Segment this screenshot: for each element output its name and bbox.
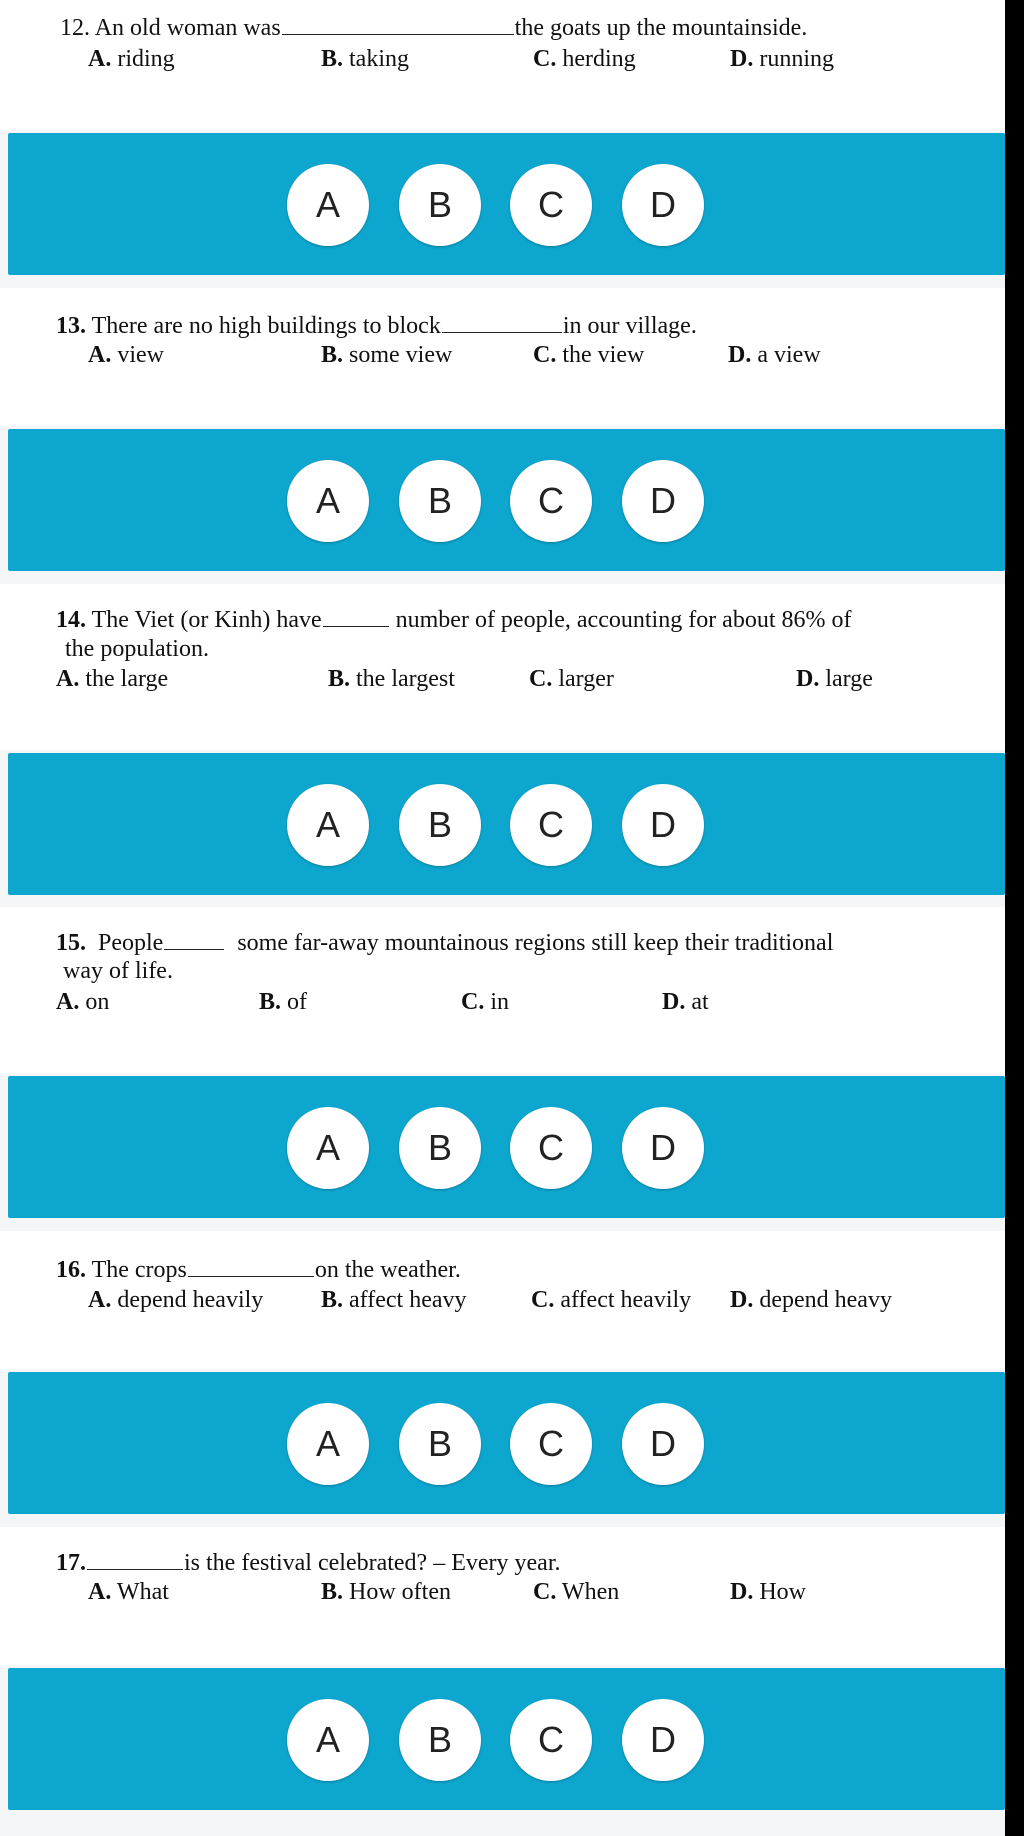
- option-b: B. of: [259, 989, 308, 1015]
- answer-a-button[interactable]: A: [287, 1699, 369, 1781]
- question-number: 16.: [56, 1257, 86, 1283]
- question-text-part: People: [98, 930, 164, 956]
- answer-c-button[interactable]: C: [510, 1107, 592, 1189]
- question-card: [0, 1231, 1005, 1369]
- question-number: 12.: [60, 15, 90, 41]
- answer-c-button[interactable]: C: [510, 164, 592, 246]
- option-a: A. on: [56, 989, 110, 1015]
- option-b: B. How often: [321, 1579, 451, 1605]
- question-text-part: An old woman was: [94, 15, 281, 41]
- option-d: D. large: [796, 666, 873, 692]
- option-c: C. herding: [533, 46, 636, 72]
- question-text: [56, 1547, 561, 1578]
- option-c: C. larger: [529, 666, 614, 692]
- answer-d-button[interactable]: D: [622, 1107, 704, 1189]
- answer-blank: [442, 310, 562, 333]
- option-a: A. riding: [88, 46, 175, 72]
- option-b: B. taking: [321, 46, 410, 72]
- question-text-part: the goats up the mountainside.: [514, 15, 808, 41]
- question-text-continuation: the population.: [65, 636, 209, 662]
- option-d: D. running: [730, 46, 835, 72]
- option-a: A. What: [88, 1579, 169, 1605]
- option-a: A. the large: [56, 666, 169, 692]
- question-number: 17.: [56, 1550, 86, 1576]
- answer-d-button[interactable]: D: [622, 164, 704, 246]
- answer-button-bar: [8, 1372, 1005, 1514]
- question-text: [56, 604, 851, 635]
- option-b: B. the largest: [328, 666, 455, 692]
- answer-b-button[interactable]: B: [399, 1699, 481, 1781]
- answer-button-bar: [8, 753, 1005, 895]
- question-text-part: number of people, accounting for about 86% of: [395, 607, 852, 633]
- answer-a-button[interactable]: A: [287, 1107, 369, 1189]
- question-text: [56, 310, 697, 341]
- answer-d-button[interactable]: D: [622, 784, 704, 866]
- option-d: D. at: [662, 989, 709, 1015]
- answer-c-button[interactable]: C: [510, 1403, 592, 1485]
- answer-b-button[interactable]: B: [399, 1403, 481, 1485]
- answer-button-bar: [8, 1668, 1005, 1810]
- answer-c-button[interactable]: C: [510, 460, 592, 542]
- question-card: [0, 584, 1005, 750]
- answer-button-bar: [8, 133, 1005, 275]
- option-b: B. some view: [321, 342, 453, 368]
- question-number: 14.: [56, 607, 86, 633]
- option-d: D. How: [730, 1579, 807, 1605]
- question-number: 13.: [56, 313, 86, 339]
- question-text-part: on the weather.: [314, 1257, 461, 1283]
- answer-button-bar: [8, 1076, 1005, 1218]
- question-text-part: The crops: [91, 1257, 187, 1283]
- option-c: C. the view: [533, 342, 645, 368]
- option-b: B. affect heavy: [321, 1287, 467, 1313]
- answer-blank: [164, 927, 224, 950]
- answer-c-button[interactable]: C: [510, 1699, 592, 1781]
- question-text: [60, 12, 807, 43]
- answer-button-bar: [8, 429, 1005, 571]
- answer-blank: [282, 12, 514, 35]
- option-a: A. view: [88, 342, 164, 368]
- question-card: [0, 1527, 1005, 1665]
- option-c: C. in: [461, 989, 510, 1015]
- answer-b-button[interactable]: B: [399, 460, 481, 542]
- answer-b-button[interactable]: B: [399, 1107, 481, 1189]
- option-a: A. depend heavily: [88, 1287, 264, 1313]
- answer-a-button[interactable]: A: [287, 164, 369, 246]
- question-text-part: The Viet (or Kinh) have: [91, 607, 322, 633]
- answer-b-button[interactable]: B: [399, 164, 481, 246]
- question-card: [0, 288, 1005, 426]
- answer-a-button[interactable]: A: [287, 784, 369, 866]
- answer-d-button[interactable]: D: [622, 1403, 704, 1485]
- question-text-part: some far-away mountainous regions still keep their traditional: [237, 930, 834, 956]
- option-c: C. affect heavily: [531, 1287, 692, 1313]
- question-text-continuation: way of life.: [63, 958, 173, 984]
- question-text-part: in our village.: [562, 313, 697, 339]
- question-text: [56, 927, 833, 958]
- question-card: [0, 0, 1005, 130]
- answer-c-button[interactable]: C: [510, 784, 592, 866]
- option-c: C. When: [533, 1579, 620, 1605]
- answer-d-button[interactable]: D: [622, 460, 704, 542]
- option-d: D. depend heavy: [730, 1287, 892, 1313]
- answer-b-button[interactable]: B: [399, 784, 481, 866]
- question-number: 15.: [56, 930, 86, 956]
- question-text-part: There are no high buildings to block: [91, 313, 441, 339]
- question-text: [56, 1254, 461, 1285]
- option-d: D. a view: [728, 342, 821, 368]
- question-card: [0, 907, 1005, 1073]
- answer-a-button[interactable]: A: [287, 460, 369, 542]
- answer-blank: [188, 1254, 314, 1277]
- answer-d-button[interactable]: D: [622, 1699, 704, 1781]
- answer-blank: [323, 604, 389, 627]
- answer-a-button[interactable]: A: [287, 1403, 369, 1485]
- answer-blank: [87, 1547, 183, 1570]
- question-text-part: is the festival celebrated? – Every year.: [184, 1550, 561, 1576]
